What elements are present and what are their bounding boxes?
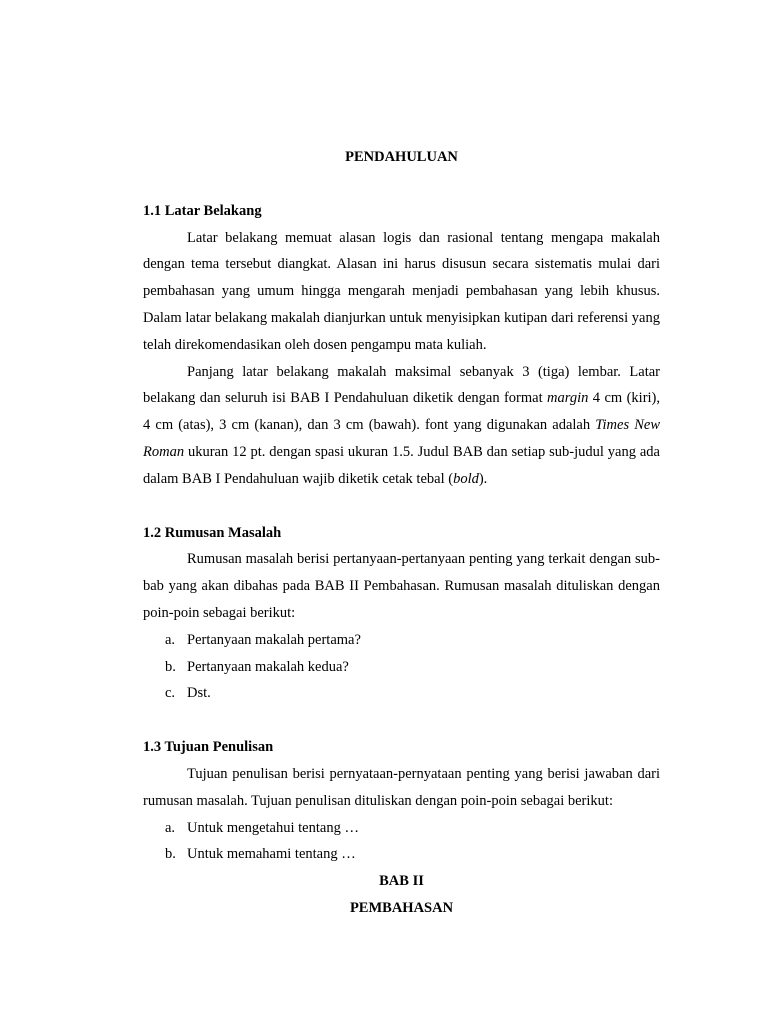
list-item-text: Untuk mengetahui tentang … <box>187 819 359 836</box>
paragraph-tujuan-penulisan: Tujuan penulisan berisi pernyataan-pernyataan penting yang berisi jawaban dari rumusan masalah. Tujuan penulisan dituliskan dengan poin-poin sebagai berikut: <box>143 765 660 809</box>
list-marker: a. <box>165 819 176 836</box>
italic-term-font-name: Times New Roman <box>143 417 660 460</box>
list-item-text: Pertanyaan makalah kedua? <box>187 658 349 675</box>
list-marker: c. <box>165 685 176 702</box>
text-run: 4 cm (kiri), 4 cm (atas), 3 cm (kanan), dan 3 cm (bawah). font yang digunakan adalah <box>143 390 661 434</box>
list-marker: a. <box>165 631 176 648</box>
document-page <box>143 144 660 922</box>
list-item-text: Dst. <box>187 685 211 702</box>
list-item <box>143 841 660 868</box>
spacer <box>143 171 660 198</box>
list-marker: b. <box>165 658 176 675</box>
list-item <box>143 627 660 654</box>
text-run: ). <box>478 470 488 487</box>
spacer <box>143 707 660 734</box>
list-rumusan-masalah <box>143 627 660 707</box>
list-item-text: Pertanyaan makalah pertama? <box>187 631 361 648</box>
italic-term-bold: bold <box>453 470 479 487</box>
paragraph-rumusan-masalah: Rumusan masalah berisi pertanyaan-pertanyaan penting yang terkait dengan sub-bab yang akan dibahas pada BAB II Pembahasan. Rumusan masalah dituliskan dengan poin-poin sebagai berikut: <box>143 551 660 621</box>
page-title: PENDAHULUAN <box>345 149 458 165</box>
list-marker: b. <box>165 846 176 863</box>
italic-term-margin: margin <box>547 390 589 407</box>
spacer <box>143 493 660 520</box>
section-heading-rumusan-masalah: 1.2 Rumusan Masalah <box>143 524 282 541</box>
text-run: ukuran 12 pt. dengan spasi ukuran 1.5. Judul BAB dan setiap sub-judul yang ada dalam BAB I Pendahuluan wajib diketik cetak tebal ( <box>143 443 660 487</box>
list-item <box>143 654 660 681</box>
list-tujuan-penulisan <box>143 815 660 869</box>
chapter-title: PEMBAHASAN <box>349 899 454 916</box>
list-item <box>143 680 660 707</box>
text-run: Panjang latar belakang makalah maksimal sebanyak 3 (tiga) lembar. Latar belakang dan seluruh isi BAB I Pendahuluan diketik dengan format <box>143 363 660 407</box>
list-item-text: Untuk memahami tentang … <box>187 846 356 863</box>
section-heading-latar-belakang: 1.1 Latar Belakang <box>143 202 262 219</box>
chapter-label: BAB II <box>379 873 424 890</box>
paragraph-latar-belakang-1: Latar belakang memuat alasan logis dan rasional tentang mengapa makalah dengan tema tersebut diangkat. Alasan ini harus disusun secara sistematis mulai dari pembahasan yang umum hingga mengarah menjadi pembahasan yang lebih khusus. Dalam latar belakang makalah dianjurkan untuk menyisipkan kutipan dari referensi yang telah direkomendasikan oleh dosen pengampu mata kuliah. <box>143 229 660 353</box>
paragraph-latar-belakang-2 <box>143 359 660 493</box>
section-heading-tujuan-penulisan: 1.3 Tujuan Penulisan <box>143 739 274 756</box>
list-item <box>143 815 660 842</box>
